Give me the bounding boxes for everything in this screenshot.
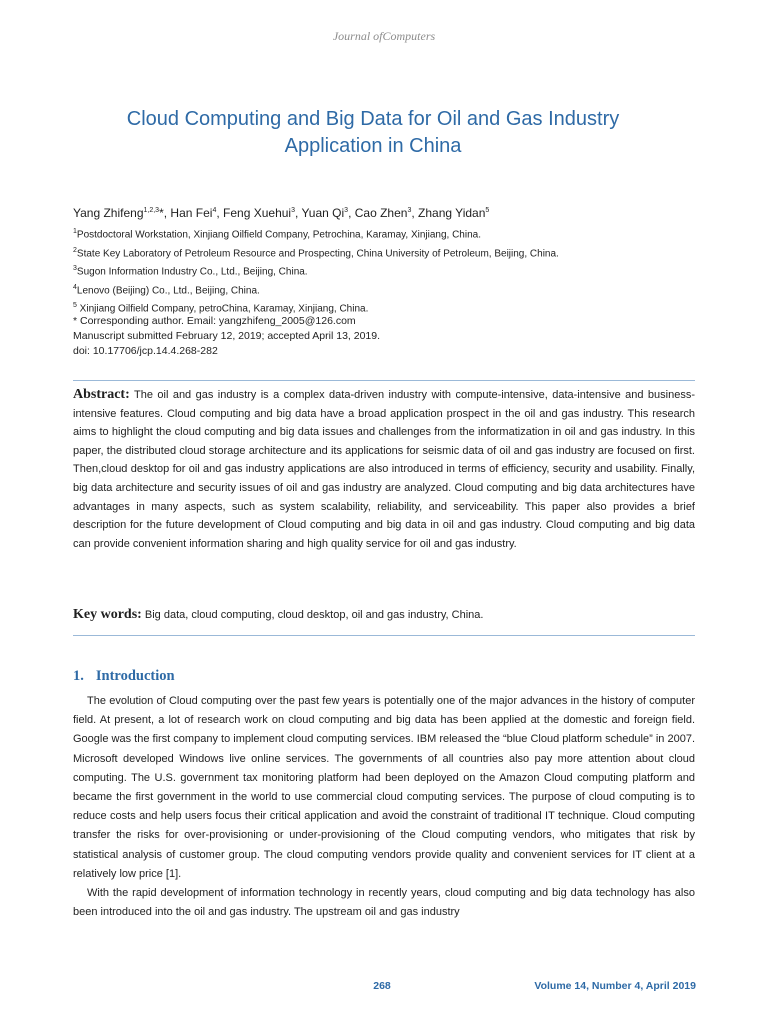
- author-name: Yuan Qi: [301, 206, 345, 220]
- author-affiliation-marker: 3: [291, 207, 295, 214]
- author-name: Han Fei: [170, 206, 213, 220]
- affiliation-marker: 5: [73, 302, 77, 310]
- section-title: Introduction: [95, 668, 175, 684]
- author-separator: *,: [159, 206, 171, 220]
- journal-header: Journal ofComputers: [332, 29, 436, 43]
- abstract: [73, 386, 695, 553]
- author-affiliation-marker: 4: [212, 207, 217, 214]
- manuscript-dates: Manuscript submitted February 12, 2019; accepted April 13, 2019.: [73, 330, 381, 343]
- author-name: Zhang Yidan: [418, 206, 486, 220]
- keywords-text: Big data, cloud computing, cloud desktop, oil and gas industry, China.: [144, 609, 484, 621]
- affiliation-text: Xinjiang Oilfield Company, petroChina, Karamay, Xinjiang, China.: [76, 303, 369, 315]
- affiliation-marker: 4: [73, 283, 77, 291]
- affiliation-text: State Key Laboratory of Petroleum Resource and Prospecting, China University of Petroleum, Beijing, China.: [76, 247, 559, 259]
- author-separator: ,: [216, 206, 224, 220]
- author-separator: ,: [348, 206, 355, 220]
- page-number: 268: [373, 980, 391, 992]
- affiliation-list: [73, 224, 713, 317]
- section-heading: [73, 668, 175, 685]
- bottom-divider: [73, 635, 695, 636]
- author-name: Cao Zhen: [354, 206, 408, 220]
- body-paragraph: The evolution of Cloud computing over the past few years is potentially one of the major advances in the history of computer field. At present, a lot of research work on cloud computing and big data has been applied at the domestic and foreign field. Google was the first company to implement cloud computing services. IBM released the “blue Cloud platform schedule” in 2007. Microsoft developed Windows live online services. The governments of all countries also pay more attention about cloud computing. The U.S. government tax monitoring platform had been deployed on the Amazon Cloud computing platform and became the first government in the world to use commercial cloud computing services. The purpose of cloud computing is to reduce costs and help users focus their critical application and avoid the constraint of traditional IT technique. Cloud computing transfer the risks for over-provisioning or under-provisioning of the Cloud computing vendors, who mitigates that risk by statistical analysis of customer group. The cloud computing vendors provide quality and convenient services for IT client at a relatively low price [1].: [73, 695, 695, 880]
- keywords: [73, 606, 695, 624]
- affiliation-text: Postdoctoral Workstation, Xinjiang Oilfield Company, Petrochina, Karamay, Xinjiang, China.: [76, 229, 481, 241]
- abstract-text: The oil and gas industry is a complex data-driven industry with compute-intensive, data-intensive and business-intensive features. Cloud computing and big data have a broad application prospect in the oil and gas industry. This research aims to highlight the cloud computing and big data issues and challenges from the informatization in oil and gas industry. In this paper, the distributed cloud storage architecture and its applications for seismic data of oil and gas industry are focused on first. Then,cloud desktop for oil and gas industry applications are also introduced in terms of efficiency, security and usability. Finally, big data architecture and security issues of oil and gas industry are analyzed. Cloud computing and big data architectures have advantages in many aspects, such as system scalability, reliability, and serviceability. This paper also provides a brief description for the future development of Cloud computing and big data in oil and gas industry. Cloud computing and big data can provide convenient information sharing and high quality service for oil and gas industry.: [73, 389, 695, 550]
- doi: doi: 10.17706/jcp.14.4.268-282: [73, 345, 218, 358]
- author-name: Feng Xuehui: [223, 206, 292, 220]
- paper-title-line-2: Application in China: [284, 135, 462, 157]
- author-affiliation-marker: 5: [485, 207, 490, 214]
- corresponding-author: * Corresponding author. Email: yangzhifeng_2005@126.com: [73, 315, 356, 327]
- affiliation-marker: 2: [73, 246, 77, 254]
- keywords-label: Key words:: [73, 607, 142, 622]
- affiliation-marker: 1: [73, 228, 77, 235]
- author-affiliation-marker: 1,2,3: [143, 207, 160, 214]
- body-text: [73, 692, 695, 922]
- affiliation-text: Sugon Information Industry Co., Ltd., Beijing, China.: [76, 266, 308, 278]
- author-affiliation-marker: 3: [407, 207, 412, 214]
- affiliation-item: [73, 280, 713, 299]
- article-metadata: [73, 314, 713, 360]
- author-list: [73, 206, 713, 220]
- paper-title: [60, 106, 686, 160]
- affiliation-marker: 3: [73, 265, 77, 273]
- paper-title-line-1: Cloud Computing and Big Data for Oil and Gas Industry: [126, 108, 620, 130]
- affiliation-item: [73, 243, 713, 262]
- top-divider: [73, 380, 695, 381]
- author-name: Yang Zhifeng: [73, 206, 144, 220]
- abstract-label: Abstract:: [73, 387, 130, 402]
- body-paragraph: With the rapid development of information technology in recently years, cloud computing and big data technology has also been introduced into the oil and gas industry. The upstream oil and gas industry: [73, 887, 695, 919]
- author-separator: ,: [411, 206, 419, 220]
- affiliation-item: [73, 224, 713, 243]
- affiliation-item: [73, 261, 713, 280]
- section-number: 1.: [73, 668, 84, 684]
- affiliation-text: Lenovo (Beijing) Co., Ltd., Beijing, China.: [76, 284, 260, 296]
- volume-info: Volume 14, Number 4, April 2019: [534, 980, 696, 992]
- author-affiliation-marker: 3: [344, 207, 349, 214]
- author-separator: ,: [295, 206, 302, 220]
